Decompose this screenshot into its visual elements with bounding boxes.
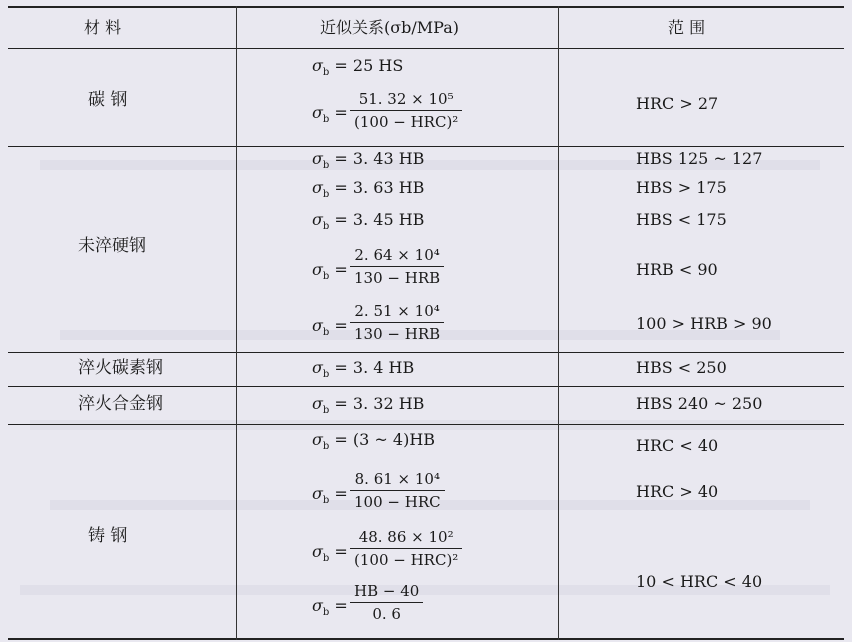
fraction bbox=[350, 582, 423, 623]
formula: $\sigma_b = 3$. 32 HB bbox=[312, 394, 425, 416]
fraction-numerator: 51. 32 × 10⁵ bbox=[358, 90, 454, 108]
range-value: HBS > 175 bbox=[636, 178, 727, 197]
row-rule bbox=[8, 352, 844, 353]
table-bottom-rule bbox=[8, 638, 844, 640]
range-value: HRB < 90 bbox=[636, 260, 718, 279]
fraction-denominator: (100 − HRC)² bbox=[354, 113, 459, 131]
material-unquenched-steel: 未淬硬钢 bbox=[78, 236, 146, 256]
fraction-numerator: HB − 40 bbox=[354, 582, 420, 600]
header-relation: 近似关系(σb/MPa) bbox=[320, 18, 460, 37]
fraction-denominator: 0. 6 bbox=[372, 605, 401, 623]
formula: $\sigma_b = 3$. 43 HB bbox=[312, 149, 425, 171]
formula-text: = 3. 45 HB bbox=[334, 210, 425, 229]
formula: $\sigma_b = 3$. 63 HB bbox=[312, 178, 425, 200]
formula: $\sigma_b = 25$ HS bbox=[312, 56, 404, 78]
fraction-numerator: 2. 51 × 10⁴ bbox=[354, 302, 440, 320]
formula-text: = (3 ~ 4)HB bbox=[334, 430, 436, 449]
formula: $\sigma_b = (3$ ~ 4)HB bbox=[312, 430, 436, 452]
formula-lhs: $\sigma_b$ = bbox=[312, 103, 348, 125]
fraction-denominator: 130 − HRB bbox=[354, 325, 441, 343]
header-material: 材 料 bbox=[84, 18, 122, 37]
material-carbon-steel: 碳 钢 bbox=[88, 90, 128, 110]
formula-text: = 25 HS bbox=[334, 56, 404, 75]
fraction-denominator: 130 − HRB bbox=[354, 269, 441, 287]
fraction-numerator: 8. 61 × 10⁴ bbox=[354, 470, 440, 488]
header-range: 范 围 bbox=[668, 18, 706, 37]
formula: $\sigma_b = 3$. 4 HB bbox=[312, 358, 415, 380]
row-rule bbox=[8, 146, 844, 147]
range-value: 10 < HRC < 40 bbox=[636, 572, 763, 591]
fraction-numerator: 48. 86 × 10² bbox=[358, 528, 454, 546]
material-quenched-carbon-steel: 淬火碳素钢 bbox=[78, 358, 163, 378]
range-value: HRC > 27 bbox=[636, 94, 719, 113]
range-value: HBS < 250 bbox=[636, 358, 727, 377]
range-value: HBS 125 ~ 127 bbox=[636, 149, 763, 168]
range-value: HRC < 40 bbox=[636, 436, 719, 455]
range-value: HBS < 175 bbox=[636, 210, 727, 229]
row-rule bbox=[8, 424, 844, 425]
range-value: HBS 240 ~ 250 bbox=[636, 394, 763, 413]
formula-lhs: $\sigma_b$ = bbox=[312, 484, 348, 506]
formula: $\sigma_b = 3$. 45 HB bbox=[312, 210, 425, 232]
fraction bbox=[350, 302, 444, 343]
range-value: HRC > 40 bbox=[636, 482, 719, 501]
material-cast-steel: 铸 钢 bbox=[88, 526, 128, 546]
fraction-denominator: 100 − HRC bbox=[354, 493, 441, 511]
fraction bbox=[350, 528, 462, 569]
row-rule bbox=[8, 386, 844, 387]
formula-lhs: $\sigma_b$ = bbox=[312, 596, 348, 618]
material-quenched-alloy-steel: 淬火合金钢 bbox=[78, 394, 163, 414]
formula-text: = 3. 43 HB bbox=[334, 149, 425, 168]
range-value: 100 > HRB > 90 bbox=[636, 314, 772, 333]
formula-text: = 3. 4 HB bbox=[334, 358, 415, 377]
fraction-numerator: 2. 64 × 10⁴ bbox=[354, 246, 440, 264]
formula-lhs: $\sigma_b$ = bbox=[312, 260, 348, 282]
table-top-rule bbox=[8, 6, 844, 8]
column-divider bbox=[558, 6, 559, 640]
formula-lhs: $\sigma_b$ = bbox=[312, 542, 348, 564]
header-rule bbox=[8, 48, 844, 49]
formula-text: = 3. 32 HB bbox=[334, 394, 425, 413]
fraction-denominator: (100 − HRC)² bbox=[354, 551, 459, 569]
formula-lhs: $\sigma_b$ = bbox=[312, 316, 348, 338]
column-divider bbox=[236, 6, 237, 640]
fraction bbox=[350, 90, 462, 131]
fraction bbox=[350, 470, 445, 511]
fraction bbox=[350, 246, 444, 287]
formula-text: = 3. 63 HB bbox=[334, 178, 425, 197]
